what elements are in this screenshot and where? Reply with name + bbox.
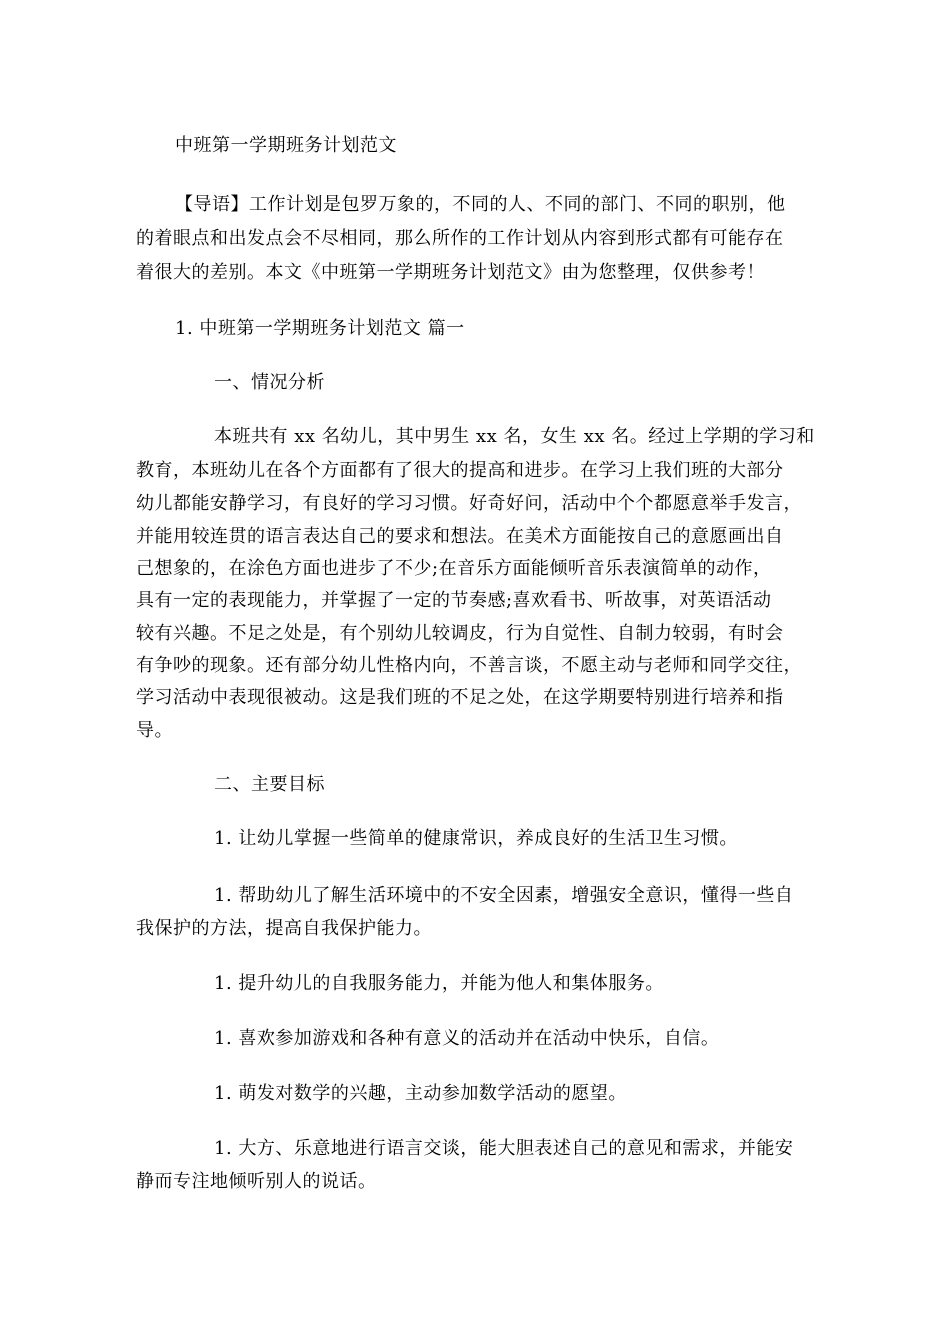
paragraph-line: 并能用较连贯的语言表达自己的要求和想法。在美术方面能按自己的意愿画出自 <box>136 526 784 547</box>
paragraph-line: 有争吵的现象。还有部分幼儿性格内向，不善言谈，不愿主动与老师和同学交往， <box>136 655 802 676</box>
intro-line: 的着眼点和出发点会不尽相同，那么所作的工作计划从内容到形式都有可能存在 <box>136 228 784 249</box>
paragraph-line: 己想象的，在涂色方面也进步了不少;在音乐方面能倾听音乐表演简单的动作， <box>136 558 772 579</box>
paragraph-line: 学习活动中表现很被动。这是我们班的不足之处，在这学期要特别进行培养和指 <box>136 687 784 708</box>
goal-item: 1. 让幼儿掌握一些简单的健康常识，养成良好的生活卫生习惯。 <box>214 828 738 849</box>
paragraph-line: 幼儿都能安静学习，有良好的学习习惯。好奇好问，活动中个个都愿意举手发言， <box>136 493 802 514</box>
goal-item: 1. 帮助幼儿了解生活环境中的不安全因素，增强安全意识，懂得一些自 <box>214 885 794 906</box>
goal-item: 静而专注地倾听别人的说话。 <box>136 1171 377 1192</box>
document-title: 中班第一学期班务计划范文 <box>175 135 397 156</box>
part1-heading: 一、情况分析 <box>214 372 325 393</box>
paragraph-line: 导。 <box>136 720 173 741</box>
paragraph-line: 教育，本班幼儿在各个方面都有了很大的提高和进步。在学习上我们班的大部分 <box>136 460 784 481</box>
paragraph-line: 本班共有 xx 名幼儿，其中男生 xx 名，女生 xx 名。经过上学期的学习和 <box>214 426 815 447</box>
goal-item: 1. 萌发对数学的兴趣，主动参加数学活动的愿望。 <box>214 1083 627 1104</box>
intro-line: 【导语】工作计划是包罗万象的，不同的人、不同的部门、不同的职别，他 <box>175 194 786 215</box>
part2-heading: 二、主要目标 <box>214 774 325 795</box>
intro-line: 着很大的差别。本文《中班第一学期班务计划范文》由为您整理，仅供参考！ <box>136 262 765 283</box>
paragraph-line: 具有一定的表现能力，并掌握了一定的节奏感;喜欢看书、听故事，对英语活动 <box>136 590 772 611</box>
paragraph-line: 较有兴趣。不足之处是，有个别幼儿较调皮，行为自觉性、自制力较弱，有时会 <box>136 623 784 644</box>
goal-item: 我保护的方法，提高自我保护能力。 <box>136 918 432 939</box>
goal-item: 1. 提升幼儿的自我服务能力，并能为他人和集体服务。 <box>214 973 664 994</box>
goal-item: 1. 喜欢参加游戏和各种有意义的活动并在活动中快乐，自信。 <box>214 1028 720 1049</box>
goal-item: 1. 大方、乐意地进行语言交谈，能大胆表述自己的意见和需求，并能安 <box>214 1138 794 1159</box>
section-heading: 1. 中班第一学期班务计划范文 篇一 <box>175 318 465 339</box>
